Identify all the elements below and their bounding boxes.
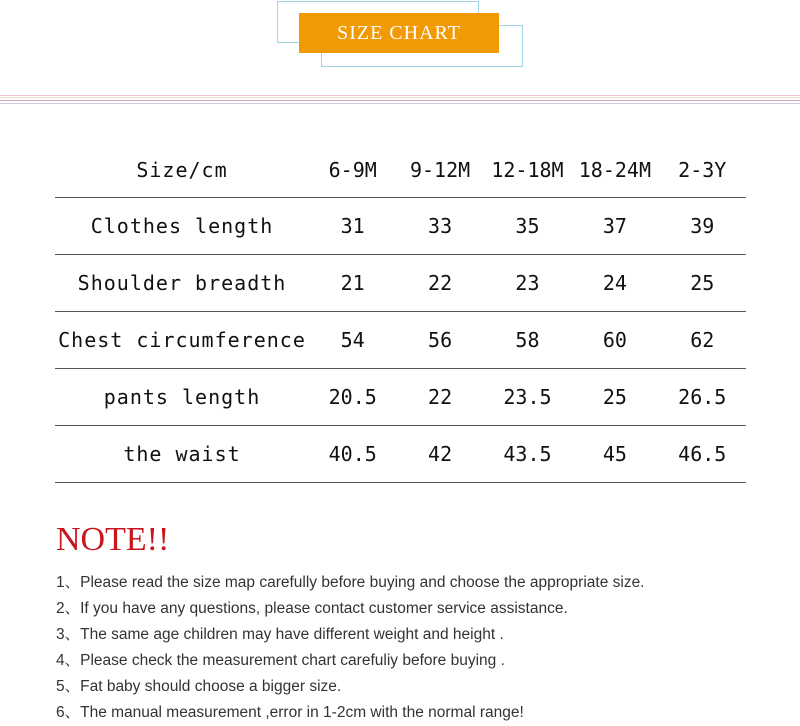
table-row (55, 426, 746, 483)
column-header: 2-3Y (678, 158, 727, 182)
column-header: 18-24M (578, 158, 651, 182)
note-item: 2、If you have any questions, please contact customer service assistance. (56, 600, 568, 617)
divider-stripe (0, 97, 800, 98)
table-cell: 22 (428, 385, 453, 409)
table-cell: 40.5 (328, 442, 377, 466)
table-cell: 46.5 (678, 442, 727, 466)
table-row (55, 255, 746, 312)
column-header: 9-12M (409, 158, 471, 182)
size-table (55, 143, 746, 483)
note-item: 5、Fat baby should choose a bigger size. (56, 678, 342, 695)
table-row (55, 312, 746, 369)
table-cell: 42 (428, 442, 453, 466)
size-chart-title: SIZE CHART (299, 13, 499, 53)
row-label: pants length (103, 385, 261, 409)
table-cell: 22 (428, 271, 453, 295)
table-cell: 37 (602, 214, 627, 238)
table-cell: 54 (340, 328, 365, 352)
table-cell: 20.5 (328, 385, 377, 409)
row-label: Shoulder breadth (77, 271, 287, 295)
column-header: Size/cm (136, 158, 228, 182)
row-label: the waist (123, 442, 241, 466)
note-item: 6、The manual measurement ,error in 1-2cm with the normal range! (56, 704, 524, 721)
table-cell: 43.5 (503, 442, 552, 466)
table-cell: 45 (602, 442, 627, 466)
table-cell: 58 (515, 328, 540, 352)
table-cell: 23 (515, 271, 540, 295)
table-cell: 56 (428, 328, 453, 352)
table-cell: 25 (602, 385, 627, 409)
table-cell: 33 (428, 214, 453, 238)
note-list (56, 570, 645, 726)
note-item: 4、Please check the measurement chart carefuliy before buying . (56, 652, 505, 669)
table-row (55, 369, 746, 426)
table-cell: 23.5 (503, 385, 552, 409)
table-header-row (55, 143, 746, 198)
column-header: 6-9M (328, 158, 377, 182)
table-cell: 24 (602, 271, 627, 295)
table-cell: 21 (340, 271, 365, 295)
table-cell: 26.5 (678, 385, 727, 409)
note-item: 1、Please read the size map carefully before buying and choose the appropriate size. (56, 574, 645, 591)
divider-stripe (0, 103, 800, 104)
table-cell: 39 (690, 214, 715, 238)
table-cell: 35 (515, 214, 540, 238)
table-cell: 31 (340, 214, 365, 238)
row-label: Chest circumference (58, 328, 306, 352)
row-label: Clothes length (90, 214, 274, 238)
note-item: 3、The same age children may have different weight and height . (56, 626, 504, 643)
divider-stripe (0, 100, 800, 101)
table-row (55, 198, 746, 255)
note-title: NOTE!! (56, 521, 170, 558)
divider-stripe (0, 95, 800, 96)
table-cell: 60 (602, 328, 627, 352)
table-cell: 62 (690, 328, 715, 352)
table-cell: 25 (690, 271, 715, 295)
column-header: 12-18M (491, 158, 564, 182)
